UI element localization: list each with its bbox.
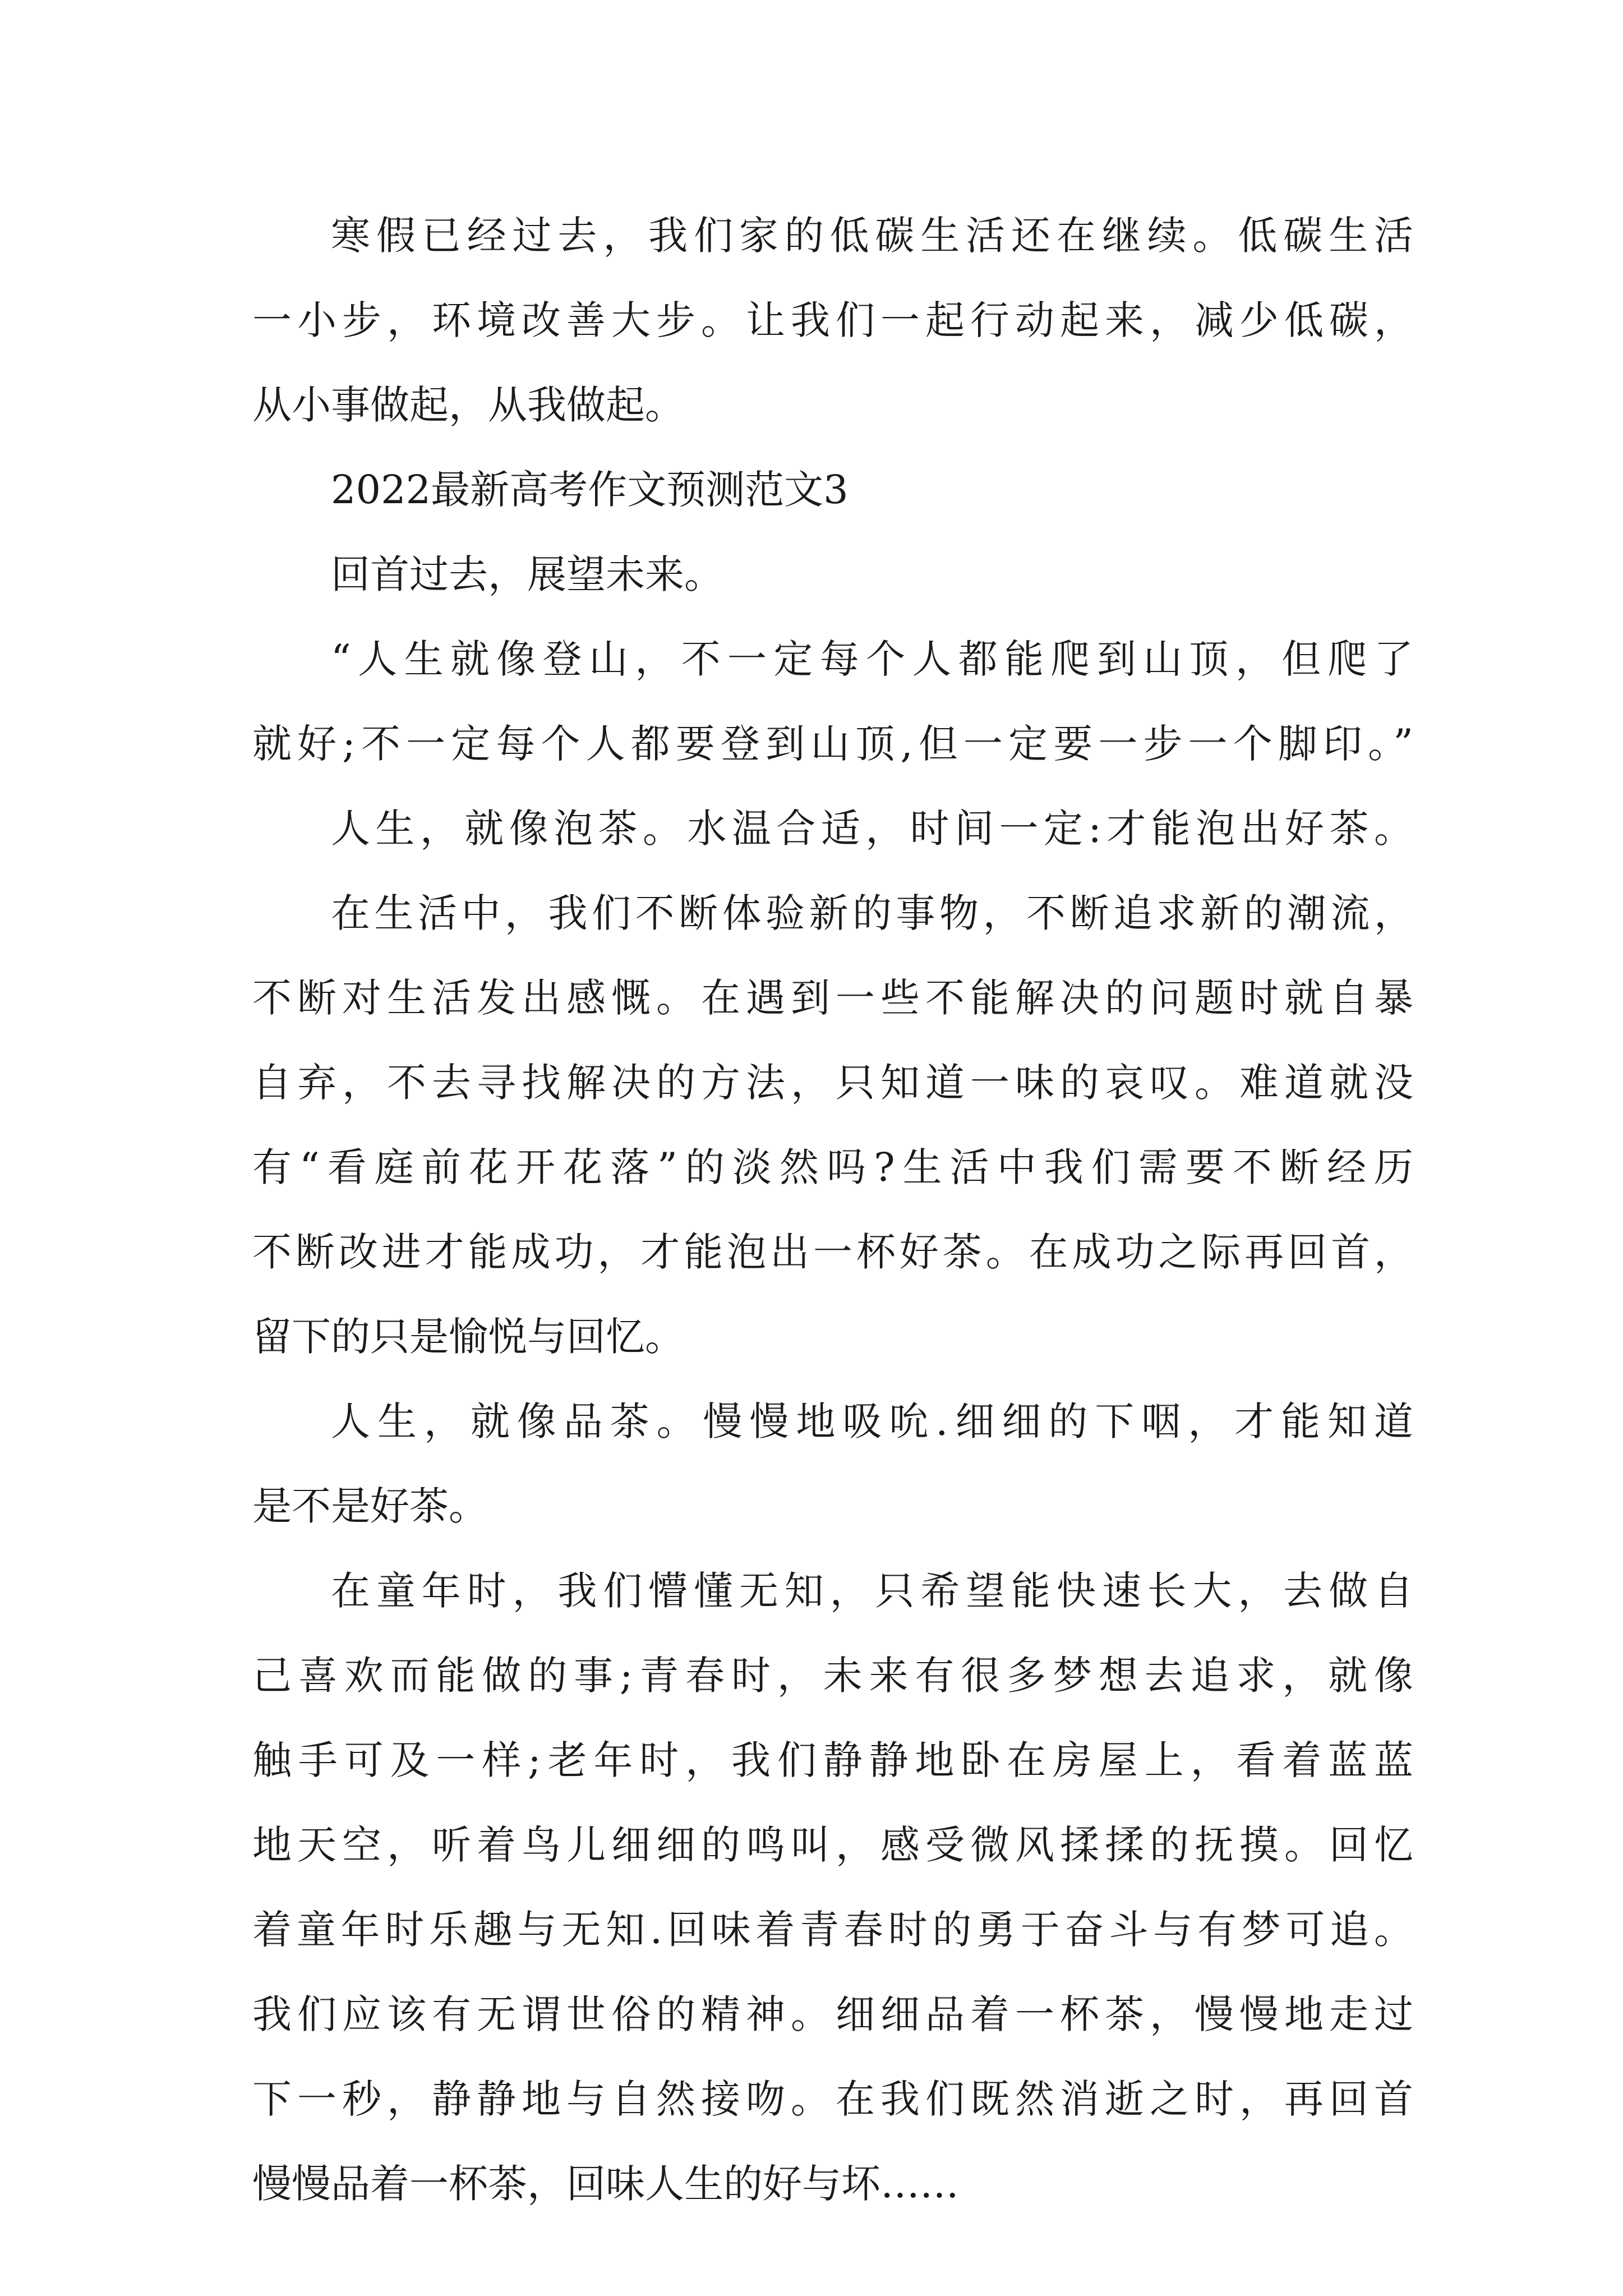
text-line: 地天空，听着鸟儿细细的鸣叫，感受微风揉揉的抚摸。回忆 [252,1822,1413,1868]
text-line: 从小事做起，从我做起。 [252,382,684,428]
text-line: 就好;不一定每个人都要登到山顶,但一定要一步一个脚印。” [252,721,1413,767]
document-page [252,194,1413,2226]
text-line: 在童年时，我们懵懂无知，只希望能快速长大，去做自 [331,1568,1413,1614]
text-line: 是不是好茶。 [252,1483,488,1529]
text-line: 慢慢品着一杯茶，回味人生的好与坏…… [252,2161,959,2207]
text-line: 触手可及一样;老年时，我们静静地卧在房屋上，看着蓝蓝 [252,1737,1413,1783]
text-line: 我们应该有无谓世俗的精神。细细品着一杯茶，慢慢地走过 [252,1991,1413,2037]
text-line: 人生，就像泡茶。水温合适，时间一定:才能泡出好茶。 [331,806,1413,852]
text-line: 着童年时乐趣与无知.回味着青春时的勇于奋斗与有梦可追。 [252,1907,1413,1953]
text-line: 留下的只是愉悦与回忆。 [252,1314,684,1360]
text-line: 不断对生活发出感慨。在遇到一些不能解决的问题时就自暴 [252,975,1413,1021]
text-line: 寒假已经过去，我们家的低碳生活还在继续。低碳生活 [331,213,1413,259]
section-heading: 2022最新高考作文预测范文3 [331,467,849,513]
text-line: 回首过去，展望未来。 [331,551,723,597]
text-line: “人生就像登山，不一定每个人都能爬到山顶，但爬了 [331,636,1413,682]
text-line: 不断改进才能成功，才能泡出一杯好茶。在成功之际再回首， [252,1229,1413,1275]
text-line: 己喜欢而能做的事;青春时，未来有很多梦想去追求，就像 [252,1653,1413,1699]
text-line: 在生活中，我们不断体验新的事物，不断追求新的潮流， [331,890,1413,936]
text-line: 有“看庭前花开花落”的淡然吗?生活中我们需要不断经历 [252,1144,1413,1190]
text-line: 人生，就像品茶。慢慢地吸吮.细细的下咽，才能知道 [331,1398,1413,1444]
text-line: 自弃，不去寻找解决的方法，只知道一味的哀叹。难道就没 [252,1060,1413,1106]
text-line: 一小步，环境改善大步。让我们一起行动起来，减少低碳， [252,297,1413,343]
text-line: 下一秒，静静地与自然接吻。在我们既然消逝之时，再回首 [252,2076,1413,2122]
